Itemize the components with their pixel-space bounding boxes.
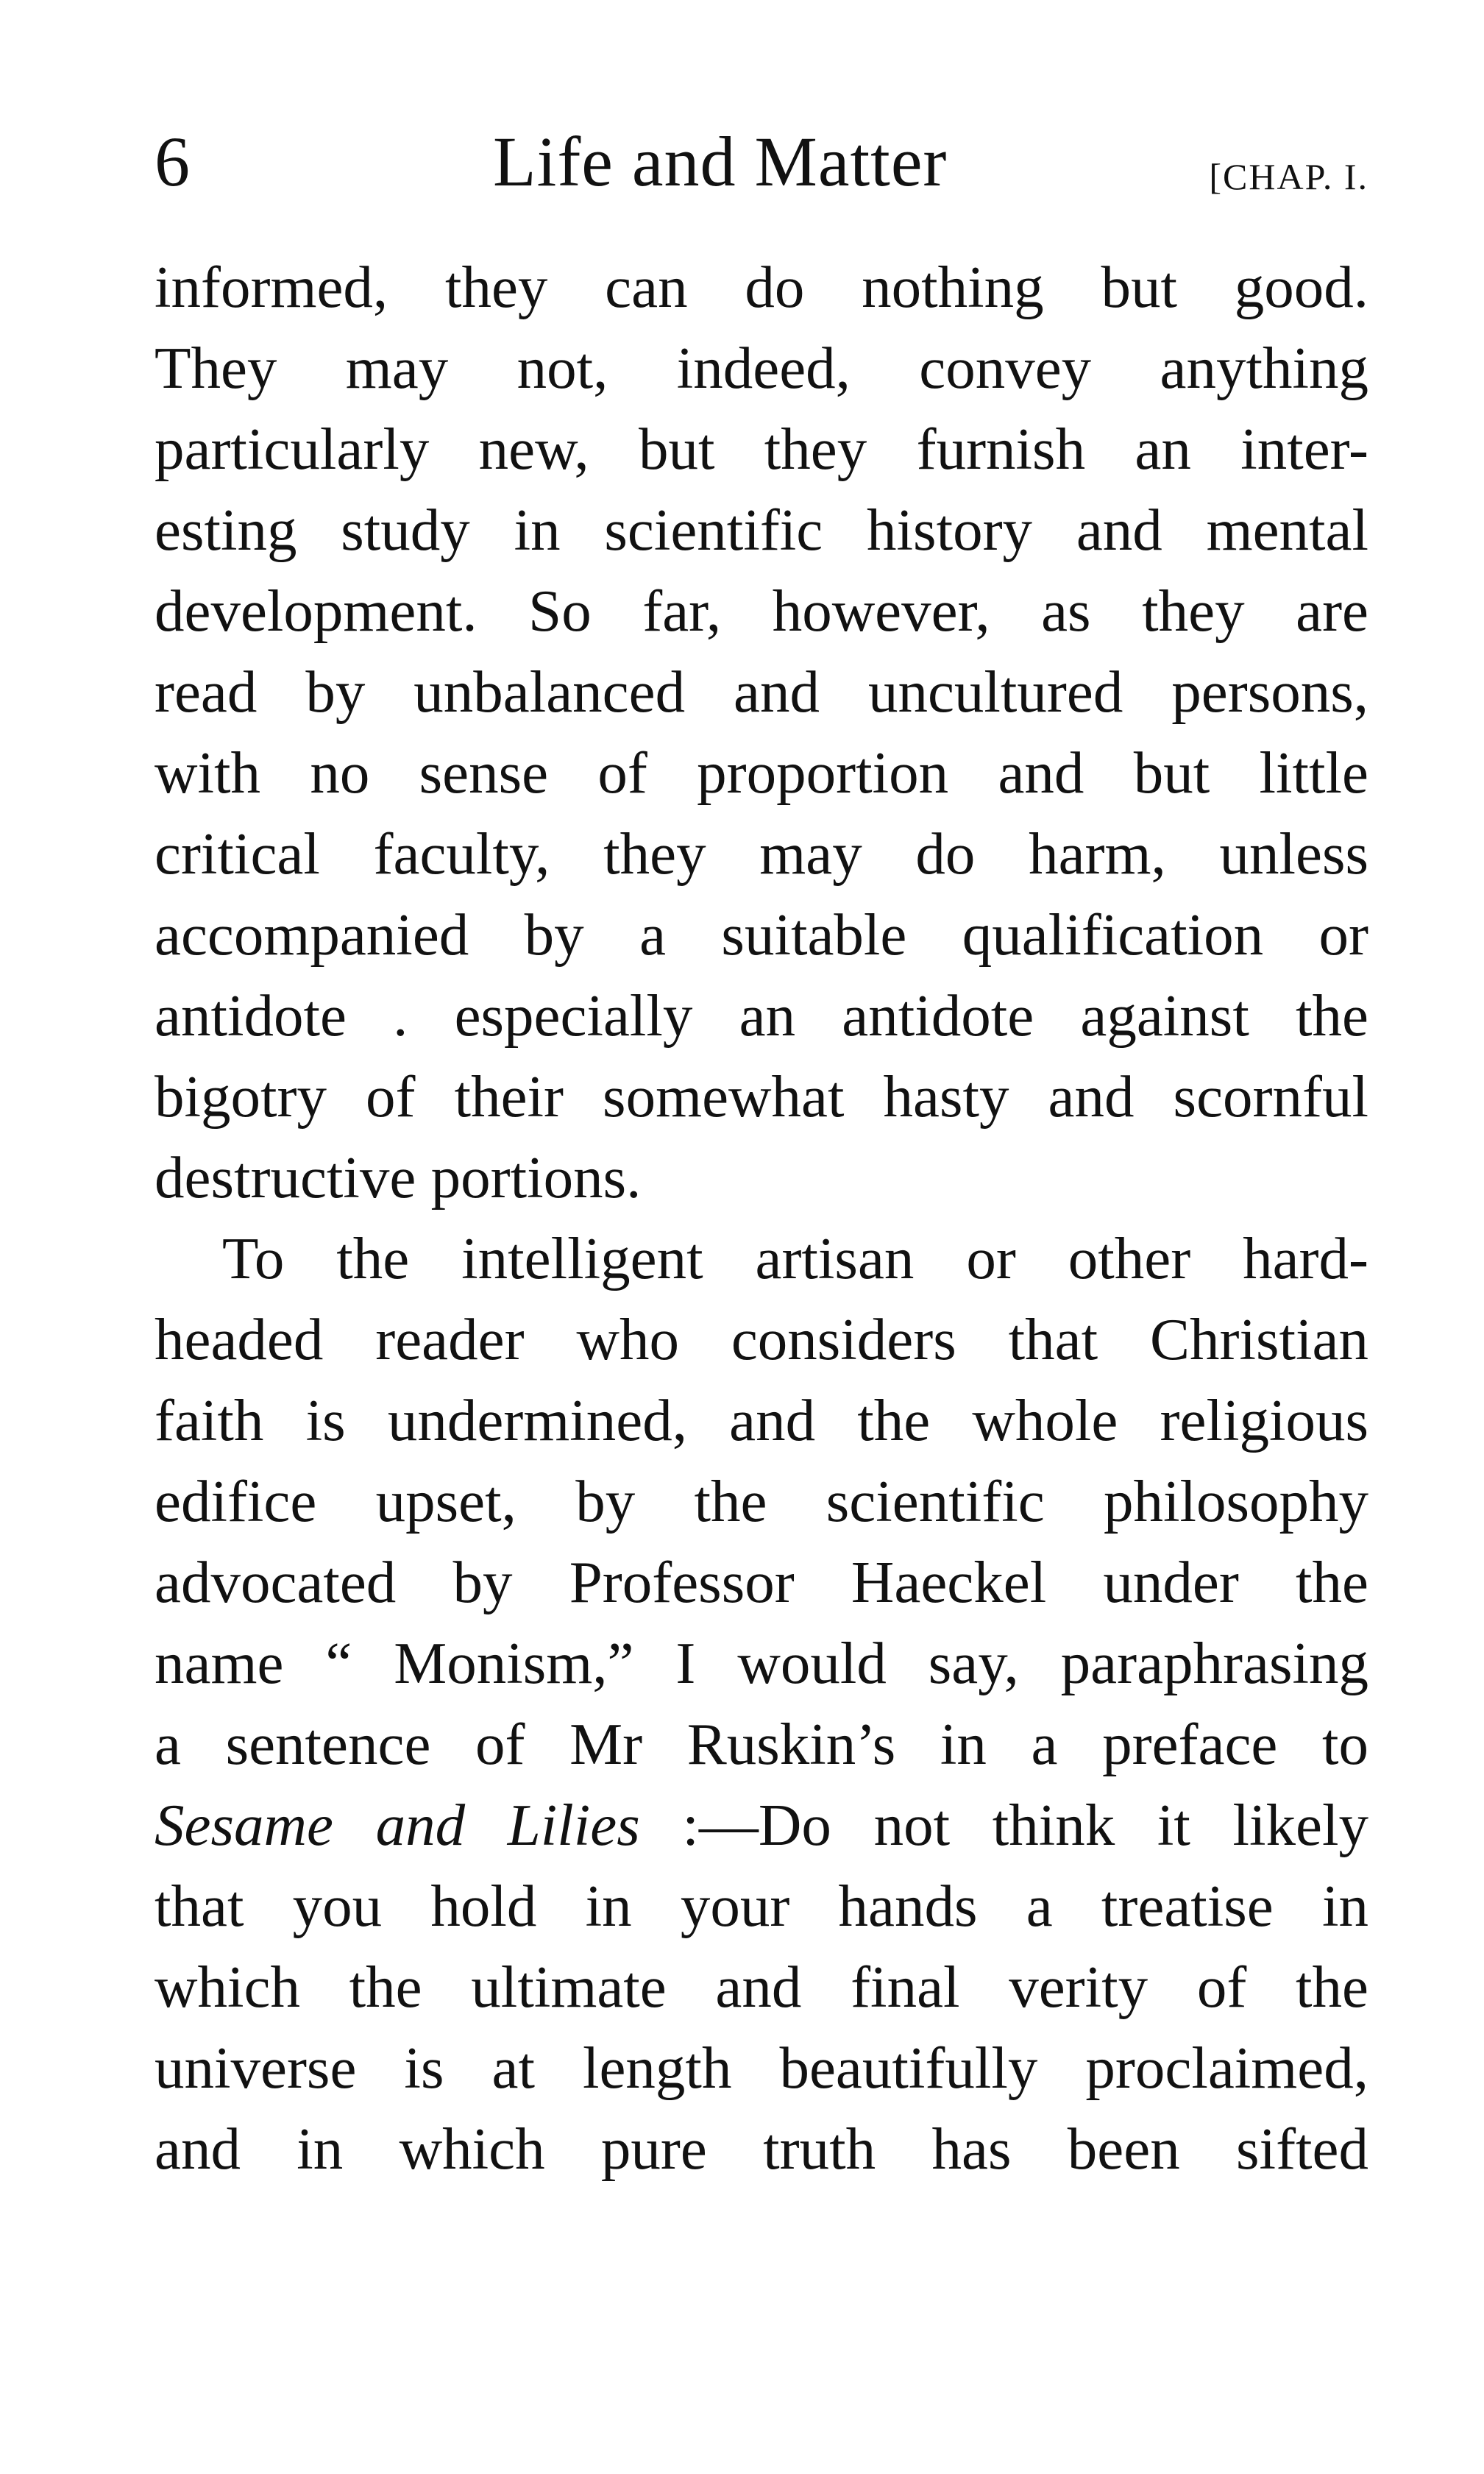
text-line: headed reader who considers that Christian [155,1306,1368,1372]
text-line: with no sense of proportion and but little [155,740,1368,806]
text-line: To the intelligent artisan or other hard- [222,1225,1368,1291]
body-text [155,247,1368,2189]
text-line: bigotry of their somewhat hasty and scornful [155,1063,1368,1130]
text-line: development. So far, however, as they are [155,578,1368,644]
text-line: faith is undermined, and the whole religious [155,1387,1368,1453]
text-line: read by unbalanced and uncultured persons, [155,659,1368,725]
page-number: 6 [155,122,190,201]
text-line: destructive portions. [155,1144,642,1211]
text-line: which the ultimate and final verity of the [155,1954,1368,2020]
text-line: advocated by Professor Haeckel under the [155,1549,1368,1615]
text-line: that you hold in your hands a treatise in [155,1873,1368,1939]
chapter-reference: [CHAP. I. [1209,156,1368,197]
running-title: Life and Matter [493,122,948,201]
text-line: They may not, indeed, convey anything [155,335,1368,401]
page-header [155,118,1368,206]
text-line: a sentence of Mr Ruskin’s in a preface to [155,1711,1368,1777]
text-line: particularly new, but they furnish an inter- [155,416,1368,482]
text-line: universe is at length beautifully proclaimed, [155,2035,1368,2101]
text-line-with-title [155,1784,1368,1865]
text-line: antidote . especially an antidote against the [155,982,1368,1049]
text-line: informed, they can do nothing but good. [155,254,1368,320]
text-line: esting study in scientific history and mental [155,497,1368,563]
text-line: —Do not think it likely [698,1792,1368,1858]
title-colon: : [639,1792,699,1858]
text-line: name “ Monism,” I would say, paraphrasing [155,1630,1368,1696]
text-line: accompanied by a suitable qualification or [155,901,1368,968]
text-line: edifice upset, by the scientific philosophy [155,1468,1368,1534]
text-line: and in which pure truth has been sifted [155,2116,1368,2182]
book-title-italic: Sesame and Lilies [155,1792,640,1858]
text-line: critical faculty, they may do harm, unless [155,820,1368,887]
